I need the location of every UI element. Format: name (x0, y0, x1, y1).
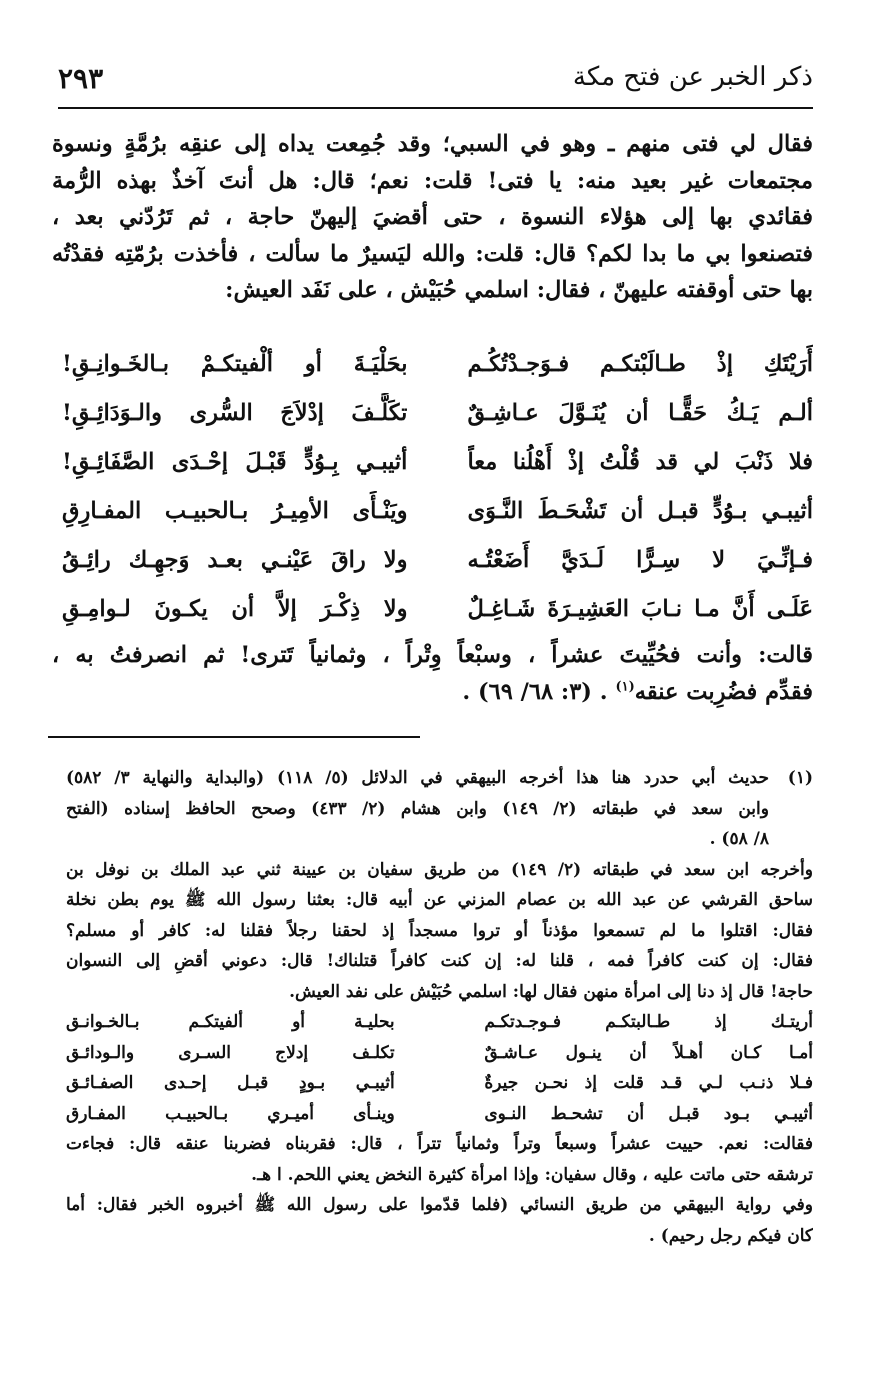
verse-first-hemistich: أثيبـي بـوُدٍّ قبـل أن تَشْحَـطَ النَّـوَى (467, 498, 813, 524)
verse-second-hemistich: أثيبـي بـودٍ قبـل إحـدى الصفـائـق (66, 1073, 395, 1093)
verse-first-hemistich: أثيبـي بـود قبـل أن تشحـط النـوى (484, 1103, 813, 1124)
text-line: فتصنعوا بي ما بدا لكم؟ قال: قلت: والله ليَسيرٌ ما سألت ، فأخذت برُمّتِه فقدْتُه (52, 240, 813, 267)
footnote-line: كان فيكم رجل رحيم) . (648, 1225, 813, 1246)
text-line: مجتمعات غير بعيد منه: يا فتى! قلت: نعم؛ قال: هل أنتَ آخذٌ بهذه الرُّمة (52, 167, 813, 194)
verse-second-hemistich: بحَلْيَـةَ أو ألْفيتكـمْ بـالخَـوانِـقِ! (62, 351, 408, 377)
verse-first-hemistich: فـإنِّـيَ لا سِـرًّا لَـدَيَّ أَضَعْتُـه (467, 547, 813, 573)
verse-first-hemistich: فـلا ذنـب لـي قـد قلت إذ نحـن جيرةٌ (484, 1073, 813, 1093)
verse-second-hemistich: ولا راقَ عَيْنـي بعـد وَجهِـك رائِـقُ (62, 547, 408, 573)
footnote-line: وفي رواية البيهقي من طريق النسائي (فلما قدّموا على رسول الله ﷺ أخبروه الخبر فقال: أما (66, 1195, 813, 1215)
footnote-line: فقالت: نعم. حييت عشراً وسبعاً وتراً وثمانياً تتراً ، قال: فقربناه فضربنا عنقه قال: فجاءت (66, 1134, 813, 1154)
verse-second-hemistich: ولا ذِكْـرَ إلاَّ أن يكـونَ لـوامِـقِ (62, 596, 408, 622)
footnote-line: فقال: إن كنت كافراً فمه ، قلنا له: إن كنت كافراً قتلناك! قال: دعوني أقضِ إلى النسوان (66, 951, 813, 971)
verse-second-hemistich: ويَنْـأَى الأمِيـرُ بـالحبيـب المفـارِقِ (62, 498, 408, 524)
footnote-line: وأخرجه ابن سعد في طبقاته (٢/ ١٤٩) من طريق سفيان بن عيينة ثني عبد الملك بن نوفل بن (66, 859, 813, 880)
verse-first-hemistich: أمـا كـان أهـلاً أن ينـول عـاشـقٌ (484, 1042, 813, 1063)
footnote-verse (66, 1068, 813, 1099)
text-line (52, 674, 813, 711)
text-segment: فقدِّم فضُرِبت عنقه (634, 679, 813, 705)
verse-first-hemistich: ألـم يَـكُ حَقًّـا أن يُنَـوَّلَ عـاشِـقٌ (467, 400, 813, 426)
verse-first-hemistich: أَرَيْتَكِ إذْ طـالَبْتكـم فـوَجـدْتُكُـم (467, 351, 813, 377)
verse-second-hemistich: أثيبـي بِـوُدٍّ قَبْـلَ إحْـدَى الصَّفَائِـقِ! (62, 449, 408, 475)
footnote-line: حاجة! قال إذ دنا إلى امرأة منهن فقال لها: اسلمي حُبَيْش على نفد العيش. (289, 981, 813, 1002)
page-number: ٢٩٣ (58, 62, 104, 95)
footnote-line: ٨/ ٥٨) . (709, 829, 769, 849)
verse-first-hemistich: أريتـك إذ طـالبتكـم فـوجـدتكـم (484, 1012, 813, 1032)
footnote-verse (66, 1038, 813, 1069)
footnote-line: فقال: اقتلوا ما لم تسمعوا مؤذناً أو تروا مسجداً إذ لحقنا رجلاً فقلنا له: كافر أو مسلم؟ (66, 920, 813, 941)
verse-second-hemistich: تكَلَّـفَ إدْلاَجَ السُّرى والـوَدَائِـقِ! (62, 400, 408, 426)
footnote-verse (66, 1099, 813, 1130)
footnotes (66, 763, 813, 1251)
poem (62, 344, 813, 638)
text-line: فقال لي فتى منهم ـ وهو في السبي؛ وقد جُمِعت يداه إلى عنقِه برُمَّةٍ ونسوة (52, 131, 813, 157)
closing-text (52, 637, 813, 711)
poem-verse (62, 540, 813, 589)
source-reference: . (٣: ٦٨/ ٦٩) . (462, 679, 608, 705)
footnote-line: حديث أبي حدرد هنا هذا أخرجه البيهقي في الدلائل (٥/ ١١٨) (والبداية والنهاية ٣/ ٥٨٢) (66, 768, 769, 788)
footnote-verse (66, 1007, 813, 1038)
verse-second-hemistich: بحليـة أو ألفيتكـم بـالخـوانـق (66, 1012, 395, 1032)
text-line: قالت: وأنت فحُيِّيتَ عشراً ، وسبْعاً وِتْراً ، وثمانياً تَترى! ثم انصرفتُ به ، (52, 642, 813, 668)
verse-second-hemistich: تكلـف إدلاج السـرى والـودائـق (66, 1042, 395, 1063)
footnote-marker: (١) (787, 768, 813, 788)
poem-verse (62, 491, 813, 540)
header-divider (58, 107, 813, 109)
poem-verse (62, 589, 813, 638)
text-line: بها حتى أوقفته عليهنّ ، فقال: اسلمي حُبَيْش ، على نَفَد العيش: (225, 277, 813, 303)
poem-verse (62, 442, 813, 491)
running-title: ذكر الخبر عن فتح مكة (572, 62, 813, 92)
footnote-divider (48, 736, 420, 738)
text-line: فقائدي بها إلى هؤلاء النسوة ، حتى أقضيَ إليهنّ حاجة ، ثم تَرُدّني بعد ، (52, 204, 813, 230)
footnote-reference[interactable]: (١) (615, 679, 635, 695)
page-header (58, 62, 813, 106)
poem-verse (62, 393, 813, 442)
verse-first-hemistich: فلا ذَنْبَ لي قد قُلْتُ إذْ أَهْلُنا معاً (467, 449, 813, 475)
footnote-line: ترشقه حتى ماتت عليه ، وقال سفيان: وإذا امرأة كثيرة النخض يعني اللحم. ا هـ. (251, 1164, 813, 1185)
poem-verse (62, 344, 813, 393)
verse-second-hemistich: وينـأى أميـري بـالحبيـب المفـارق (66, 1103, 395, 1124)
footnote-line: ساحق القرشي عن عبد الله بن عصام المزني عن أبيه قال: بعثنا رسول الله ﷺ يوم بطن نخلة (66, 890, 813, 910)
verse-first-hemistich: عَلَـى أَنَّ مـا نـابَ العَشِيـرَةَ شَـاغِـلٌ (467, 596, 813, 622)
footnote-line: وابن سعد في طبقاته (٢/ ١٤٩) وابن هشام (٢/ ٤٣٣) وصحح الحافظ إسناده (الفتح (66, 798, 769, 819)
main-text (52, 126, 813, 309)
